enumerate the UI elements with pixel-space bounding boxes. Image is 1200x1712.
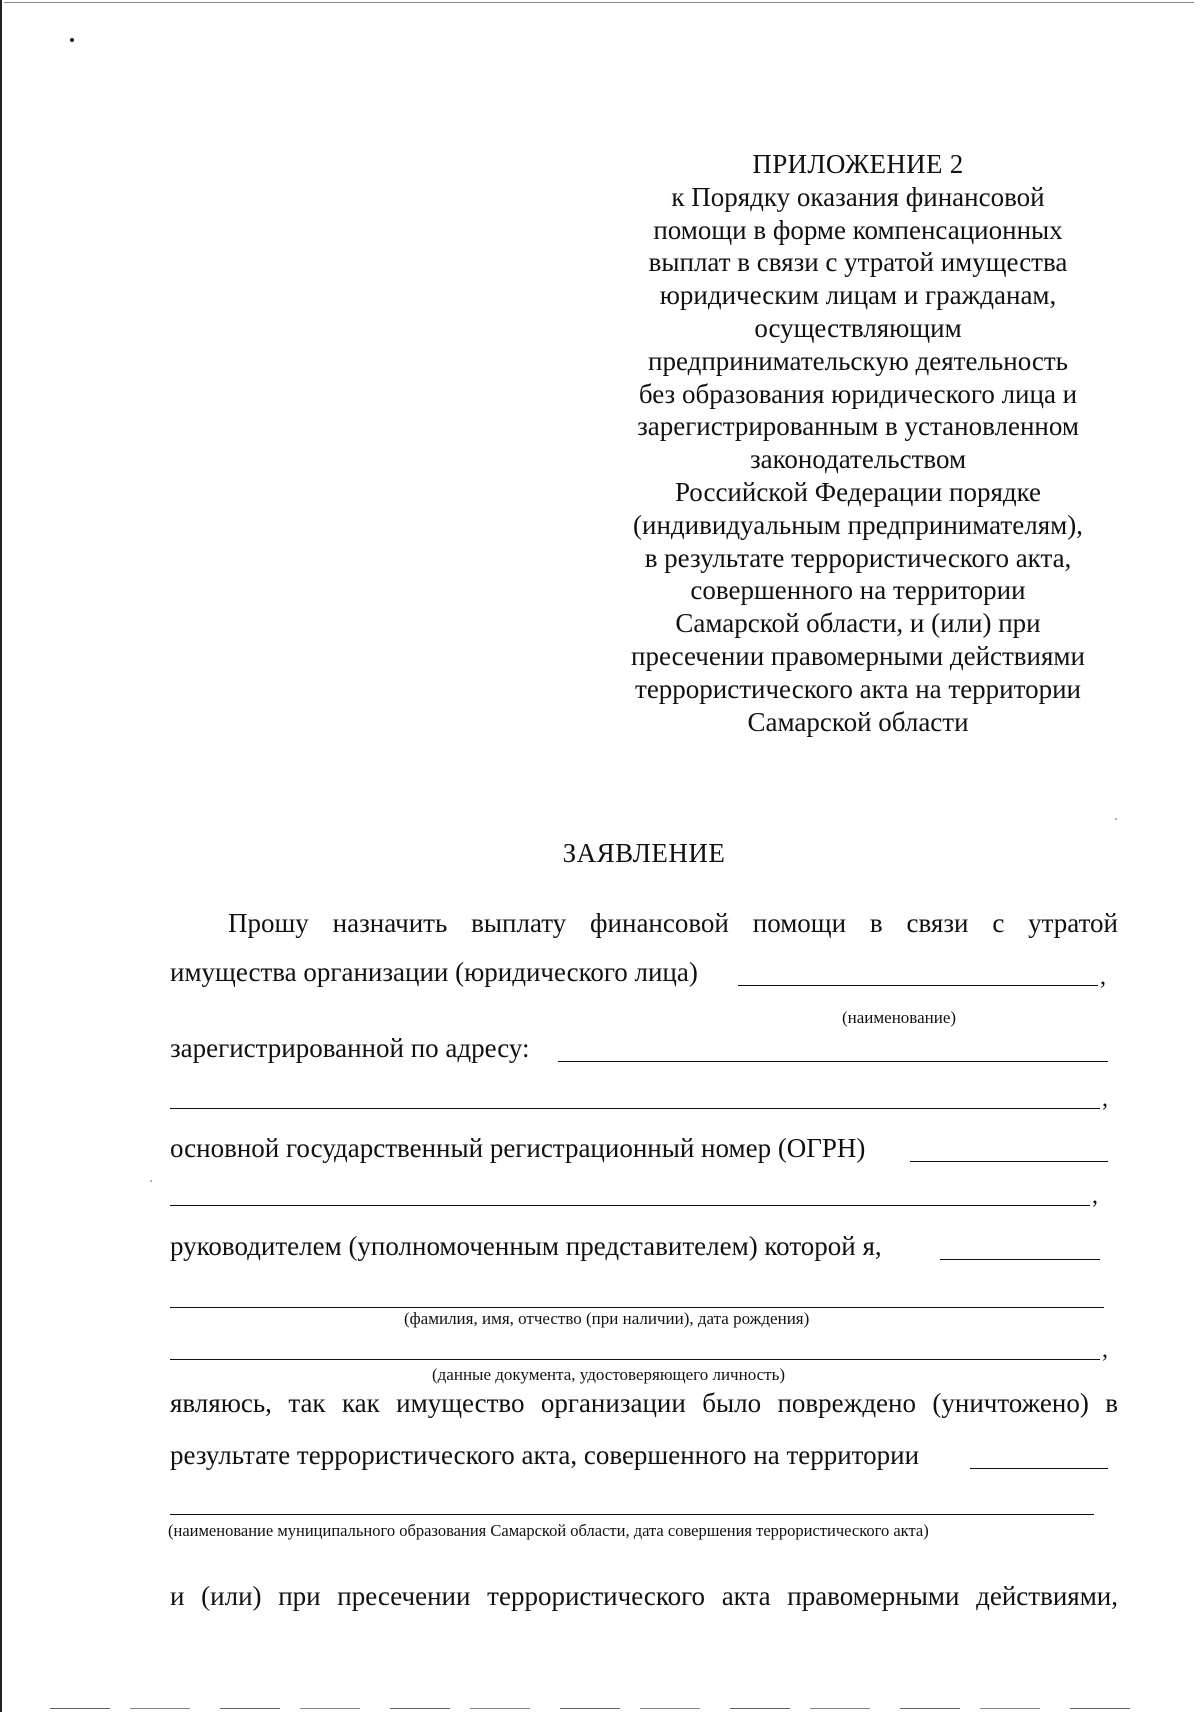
appendix-line: совершенного на территории — [690, 575, 1026, 606]
statement-line-2: имущества организации (юридического лица) — [170, 957, 698, 987]
comma-mark: , — [1100, 964, 1106, 990]
statement-line-1: Прошу назначить выплату финансовой помощи в связи с утратой — [228, 908, 1118, 938]
appendix-line: законодательством — [749, 444, 967, 475]
representative-field-1[interactable] — [940, 1259, 1100, 1260]
scan-edge-bottom — [50, 1708, 1150, 1709]
caption-fio: (фамилия, имя, отчество (при наличии), дата рождения) — [404, 1309, 810, 1328]
caption-municipality: (наименование муниципального образования Самарской области, дата совершения террористического акта) — [168, 1521, 929, 1540]
statement-line-11: результате террористического акта, совершенного на территории — [170, 1440, 920, 1470]
appendix-line: зарегистрированным в установленном — [637, 411, 1079, 442]
appendix-line: осуществляющим — [754, 312, 962, 343]
caption-doc: (данные документа, удостоверяющего личность) — [432, 1365, 786, 1384]
appendix-title: ПРИЛОЖЕНИЕ 2 — [752, 149, 964, 179]
comma-mark: , — [1102, 1086, 1108, 1112]
appendix-line: без образования юридического лица и — [638, 378, 1078, 409]
comma-mark: , — [1102, 1337, 1108, 1363]
scan-speck — [70, 38, 74, 42]
appendix-line: в результате террористического акта, — [644, 542, 1072, 573]
scan-speck — [1115, 818, 1117, 820]
scan-edge-top — [4, 2, 1194, 3]
appendix-line: Российской Федерации порядке — [674, 476, 1042, 507]
appendix-line: Самарской области, и (или) при — [675, 608, 1041, 639]
appendix-block — [598, 148, 1118, 738]
scan-speck — [150, 1180, 152, 1182]
address-field-2[interactable] — [170, 1108, 1100, 1109]
appendix-line: к Порядку оказания финансовой — [671, 181, 1045, 212]
ogrn-field-1[interactable] — [910, 1161, 1108, 1162]
statement-title: ЗАЯВЛЕНИЕ — [562, 838, 726, 868]
statement-line-3: зарегистрированной по адресу: — [170, 1033, 530, 1063]
appendix-line: пресечении правомерными действиями — [631, 640, 1085, 671]
appendix-line: помощи в форме компенсационных — [653, 214, 1063, 245]
address-field-1[interactable] — [558, 1061, 1108, 1062]
fio-field[interactable] — [170, 1307, 1104, 1308]
appendix-line: выплат в связи с утратой имущества — [648, 247, 1068, 278]
appendix-line: предпринимательскую деятельность — [648, 345, 1068, 376]
id-document-field[interactable] — [170, 1359, 1100, 1360]
ogrn-field-2[interactable] — [170, 1205, 1090, 1206]
statement-line-10: являюсь, так как имущество организации было повреждено (уничтожено) в — [170, 1388, 1118, 1418]
municipality-field[interactable] — [170, 1514, 1094, 1515]
statement-line-7: руководителем (уполномоченным представителем) которой я, — [170, 1231, 882, 1261]
appendix-line: Самарской области — [747, 706, 969, 737]
appendix-line: юридическим лицам и гражданам, — [659, 280, 1057, 311]
organization-name-field[interactable] — [738, 985, 1098, 986]
statement-line-13: и (или) при пресечении террористического акта правомерными действиями, — [170, 1581, 1118, 1611]
comma-mark: , — [1092, 1183, 1098, 1209]
territory-field-1[interactable] — [970, 1468, 1108, 1469]
appendix-line: (индивидуальным предпринимателям), — [633, 509, 1083, 540]
appendix-line: террористического акта на территории — [635, 673, 1081, 704]
caption-name: (наименование) — [842, 1008, 957, 1027]
statement-line-5: основной государственный регистрационный номер (ОГРН) — [170, 1133, 866, 1163]
